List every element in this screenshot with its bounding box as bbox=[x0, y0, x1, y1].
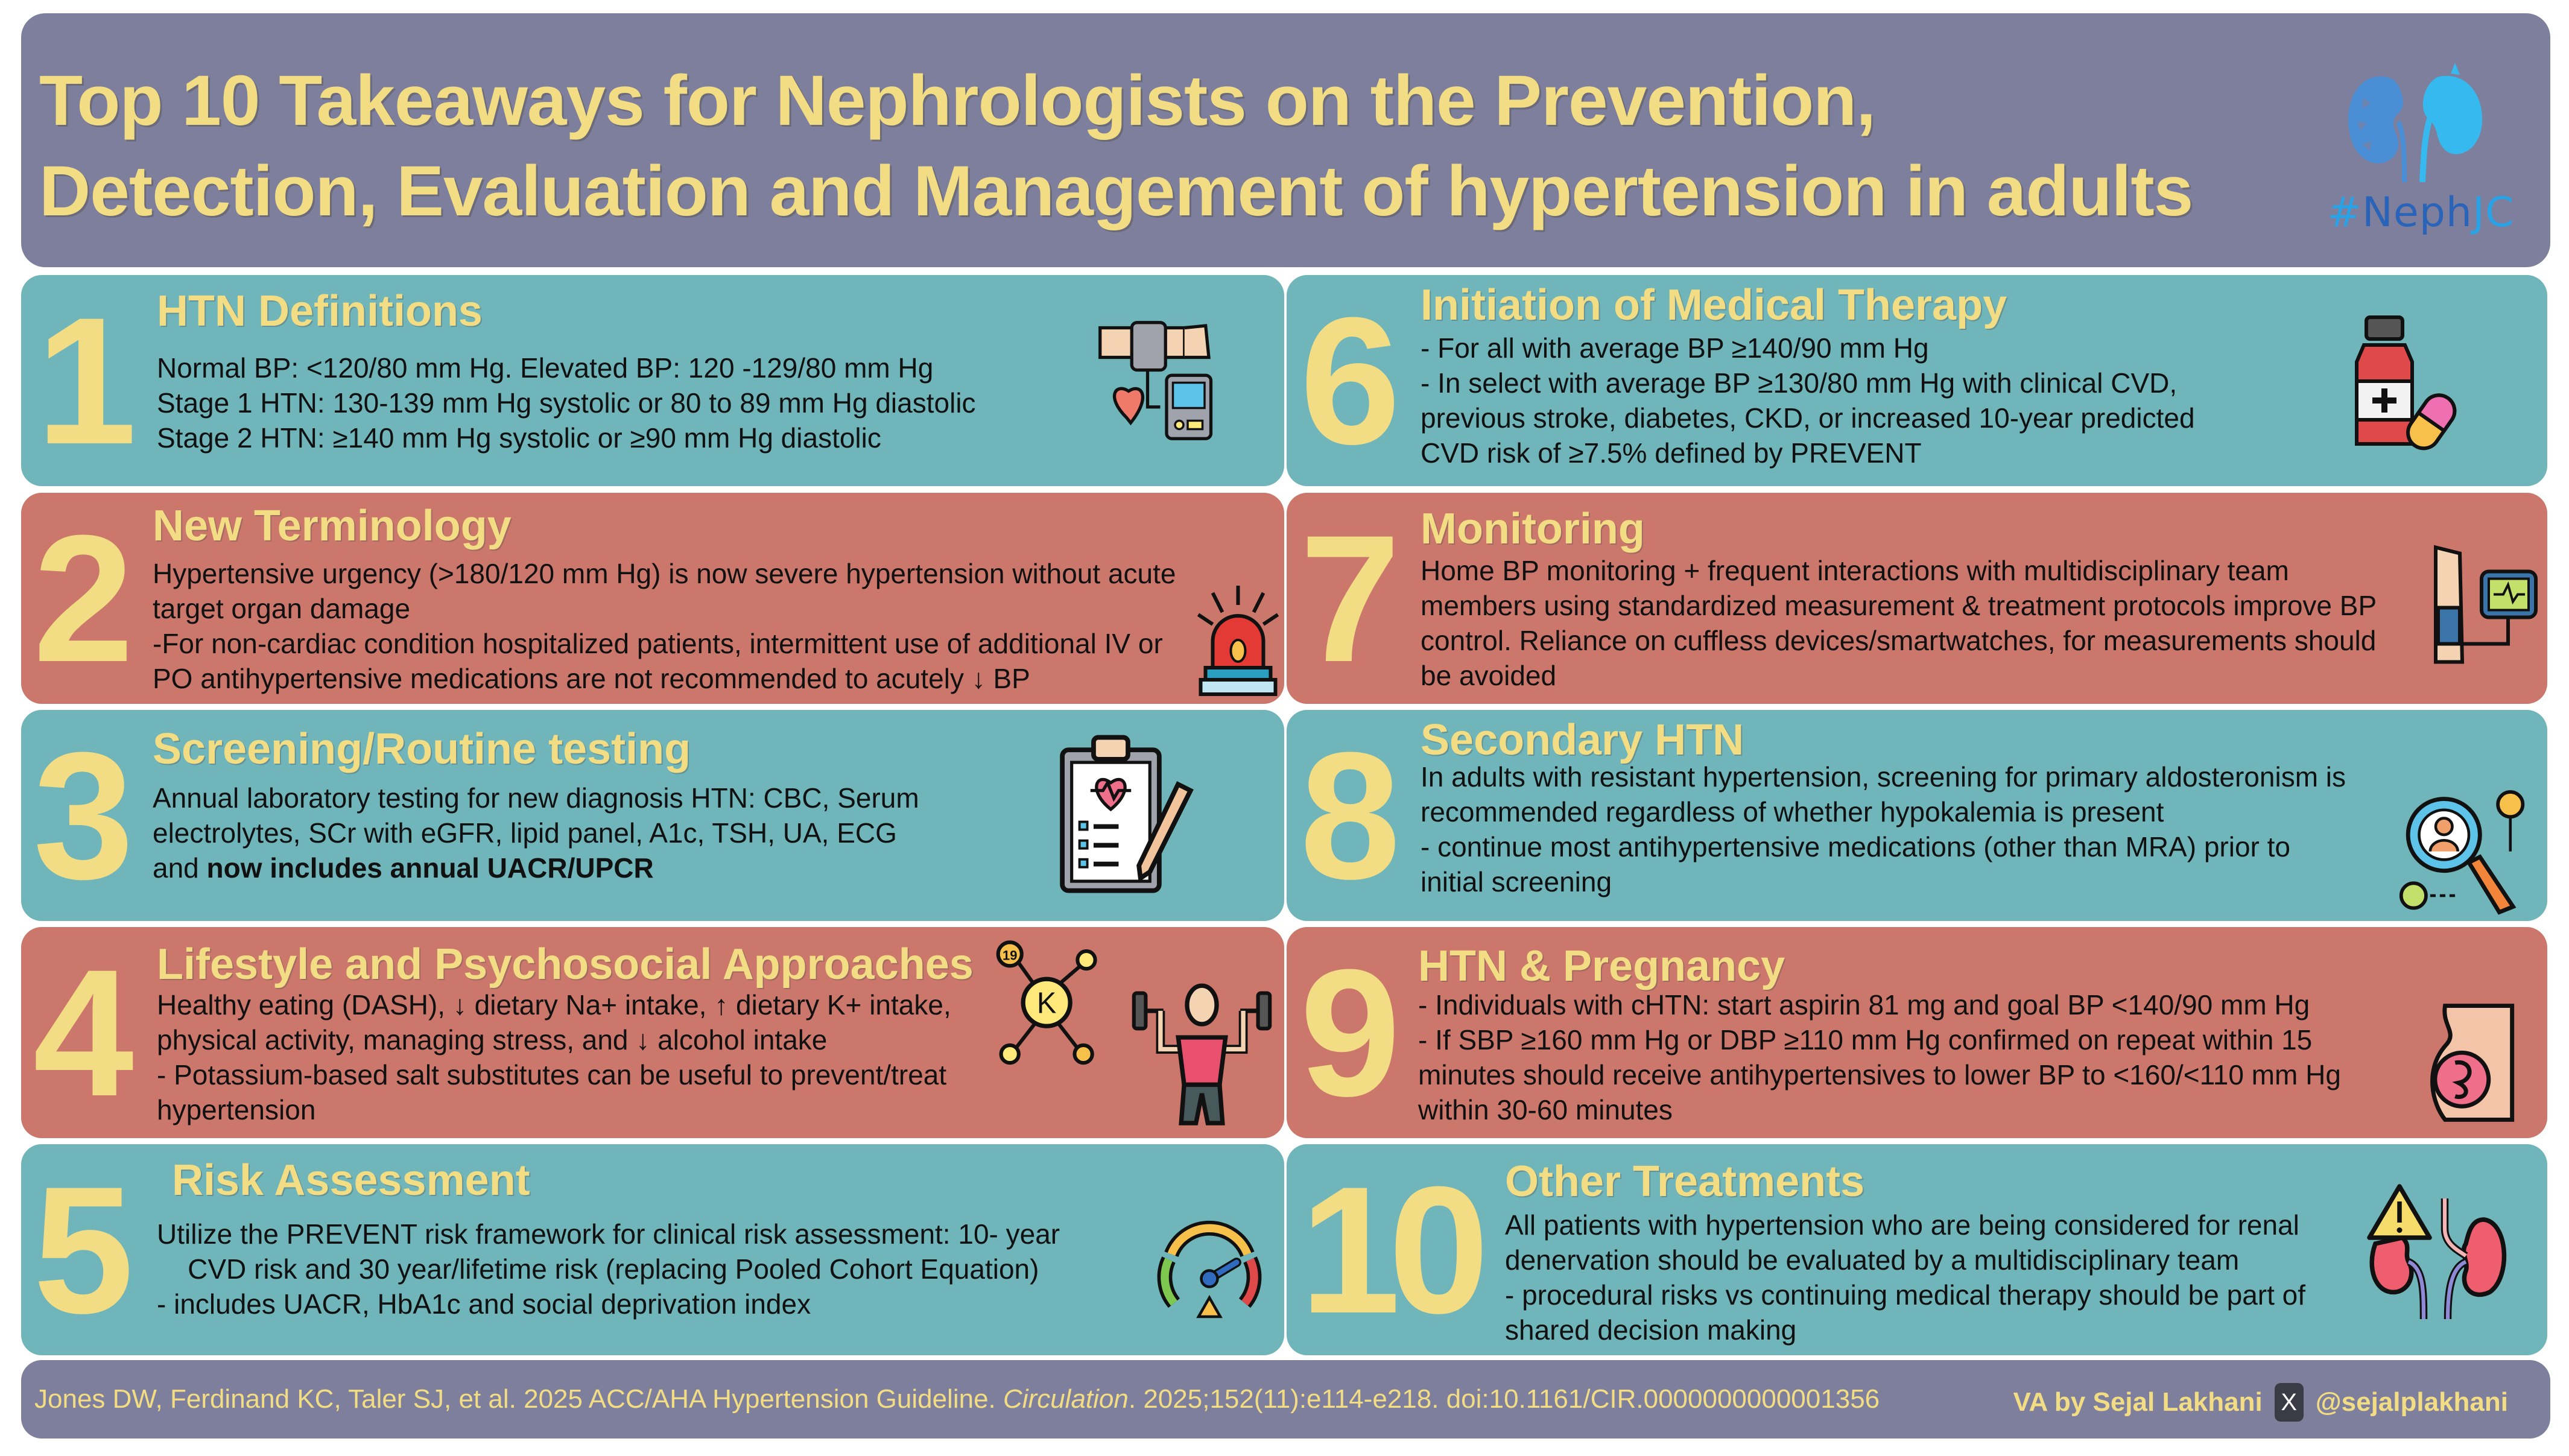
takeaway-card-10 bbox=[1287, 1144, 2547, 1355]
card-title: Lifestyle and Psychosocial Approaches bbox=[157, 940, 974, 989]
pregnancy-icon bbox=[2421, 1002, 2523, 1123]
magnifier-screening-icon bbox=[2400, 782, 2538, 915]
kidney-logo-icon bbox=[2327, 55, 2508, 182]
author-credit bbox=[2013, 1383, 2508, 1422]
card-number: 10 bbox=[1300, 1148, 1477, 1351]
takeaway-card-7 bbox=[1287, 493, 2547, 704]
card-body: All patients with hypertension who are being considered for renal denervation should be evaluated by a multidisciplinary team - procedural risks vs continuing medical therapy should be part of shared decision making bbox=[1505, 1209, 2306, 1346]
title-line-2: Detection, Evaluation and Management of hypertension in adults bbox=[39, 151, 2193, 231]
card-title: HTN & Pregnancy bbox=[1418, 942, 1785, 990]
title-line-1: Top 10 Takeaways for Nephrologists on the Prevention, bbox=[39, 61, 1876, 141]
medicine-bottle-icon bbox=[2330, 311, 2475, 456]
card-body: Healthy eating (DASH), ↓ dietary Na+ intake, ↑ dietary K+ intake, physical activity, managing stress, and ↓ alcohol intake - Potassium-based salt substitutes can be useful to prevent/treat hypertension bbox=[157, 989, 951, 1125]
card-number: 9 bbox=[1300, 931, 1396, 1134]
page-title bbox=[39, 55, 2271, 236]
card-number: 7 bbox=[1300, 497, 1396, 700]
card-body: - Individuals with cHTN: start aspirin 81 mg and goal BP <140/90 mm Hg - If SBP ≥160 mm Hg or DBP ≥110 mm Hg confirmed on repeat within 15 minutes should receive antihypertensives to lower BP to <160/<110 mm Hg within 30-60 minutes bbox=[1418, 989, 2341, 1125]
footer-banner bbox=[21, 1360, 2550, 1439]
card-body: Home BP monitoring + frequent interactions with multidisciplinary team members using standardized measurement & treatment protocols improve BP control. Reliance on cuffless devices/smartwatches, for measurements should be avoided bbox=[1421, 555, 2377, 691]
card-title: Secondary HTN bbox=[1421, 716, 1744, 764]
svg-text:K: K bbox=[1036, 987, 1057, 1020]
takeaway-card-1 bbox=[21, 275, 1284, 486]
card-body: Annual laboratory testing for new diagnosis HTN: CBC, Serum electrolytes, SCr with eGFR, lipid panel, A1c, TSH, UA, ECG and now includes annual UACR/UPCR bbox=[153, 782, 919, 884]
header-banner bbox=[21, 13, 2550, 267]
credit-text: VA by Sejal Lakhani bbox=[2013, 1387, 2263, 1417]
takeaway-card-6 bbox=[1287, 275, 2547, 486]
card-body: Hypertensive urgency (>180/120 mm Hg) is now severe hypertension without acute target organ damage -For non-cardiac condition hospitalized patients, intermittent use of additional IV or PO antihypertensive medications are not recommended to acutely ↓ BP bbox=[153, 558, 1176, 694]
card-title: HTN Definitions bbox=[157, 287, 483, 335]
x-logo-icon[interactable]: X bbox=[2275, 1383, 2304, 1422]
takeaway-card-5 bbox=[21, 1144, 1284, 1355]
card-title: Other Treatments bbox=[1505, 1157, 1865, 1206]
takeaway-card-2 bbox=[21, 493, 1284, 704]
card-number: 5 bbox=[33, 1148, 129, 1351]
card-body: Normal BP: <120/80 mm Hg. Elevated BP: 120 -129/80 mm Hg Stage 1 HTN: 130-139 mm Hg systolic or 80 to 89 mm Hg diastolic Stage 2 HTN: ≥140 mm Hg systolic or ≥90 mm Hg diastolic bbox=[157, 352, 976, 454]
alarm-siren-icon bbox=[1194, 583, 1282, 698]
journal-name: Circulation bbox=[1003, 1384, 1129, 1414]
citation: Jones DW, Ferdinand KC, Taler SJ, et al. 2025 ACC/AHA Hypertension Guideline. Circulation. 2025;152(11):e114-e218. doi:10.1161/CIR.0000000000001356 bbox=[34, 1384, 1880, 1414]
blood-pressure-monitor-icon bbox=[1095, 317, 1221, 444]
risk-gauge-icon bbox=[1155, 1214, 1264, 1322]
social-handle-link[interactable]: @sejalplakhani bbox=[2315, 1387, 2508, 1417]
card-number: 6 bbox=[1300, 279, 1396, 482]
kidneys-warning-icon bbox=[2363, 1177, 2514, 1322]
card-title: Screening/Routine testing bbox=[153, 725, 691, 773]
highlight-text: now includes annual UACR/UPCR bbox=[206, 852, 654, 884]
card-number: 1 bbox=[36, 279, 132, 482]
card-title: Initiation of Medical Therapy bbox=[1421, 281, 2007, 329]
card-body: In adults with resistant hypertension, screening for primary aldosteronism is recommended regardless of whether hypokalemia is present - continue most antihypertensive medications (other than MRA) prior to initial screening bbox=[1421, 761, 2346, 897]
card-number: 8 bbox=[1300, 714, 1396, 917]
card-number: 2 bbox=[33, 497, 129, 700]
takeaway-card-8 bbox=[1287, 710, 2547, 921]
takeaway-card-3 bbox=[21, 710, 1284, 921]
card-body: Utilize the PREVENT risk framework for clinical risk assessment: 10- year CVD risk and 30 year/lifetime risk (replacing Pooled Cohort Equation) - includes UACR, HbA1c and social deprivation index bbox=[157, 1218, 1060, 1320]
exercise-dumbbell-icon bbox=[1128, 978, 1276, 1126]
potassium-molecule-icon bbox=[992, 939, 1110, 1078]
svg-text:19: 19 bbox=[1003, 948, 1018, 963]
takeaway-card-9 bbox=[1287, 927, 2547, 1138]
card-number: 3 bbox=[33, 714, 129, 917]
logo-text: #NephJC bbox=[2327, 189, 2515, 236]
clipboard-checklist-icon bbox=[1050, 728, 1206, 897]
card-number: 4 bbox=[33, 931, 129, 1134]
card-title: New Terminology bbox=[153, 502, 512, 550]
nephjc-logo bbox=[2327, 55, 2515, 236]
home-bp-monitor-icon bbox=[2424, 541, 2544, 665]
card-body: - For all with average BP ≥140/90 mm Hg - In select with average BP ≥130/80 mm Hg with clinical CVD, previous stroke, diabetes, CKD, or increased 10-year predicted CVD risk of ≥7.5% defined by PREVENT bbox=[1421, 332, 2195, 469]
card-title: Monitoring bbox=[1421, 505, 1645, 553]
takeaway-card-4 bbox=[21, 927, 1284, 1138]
card-title: Risk Assessment bbox=[172, 1156, 530, 1204]
